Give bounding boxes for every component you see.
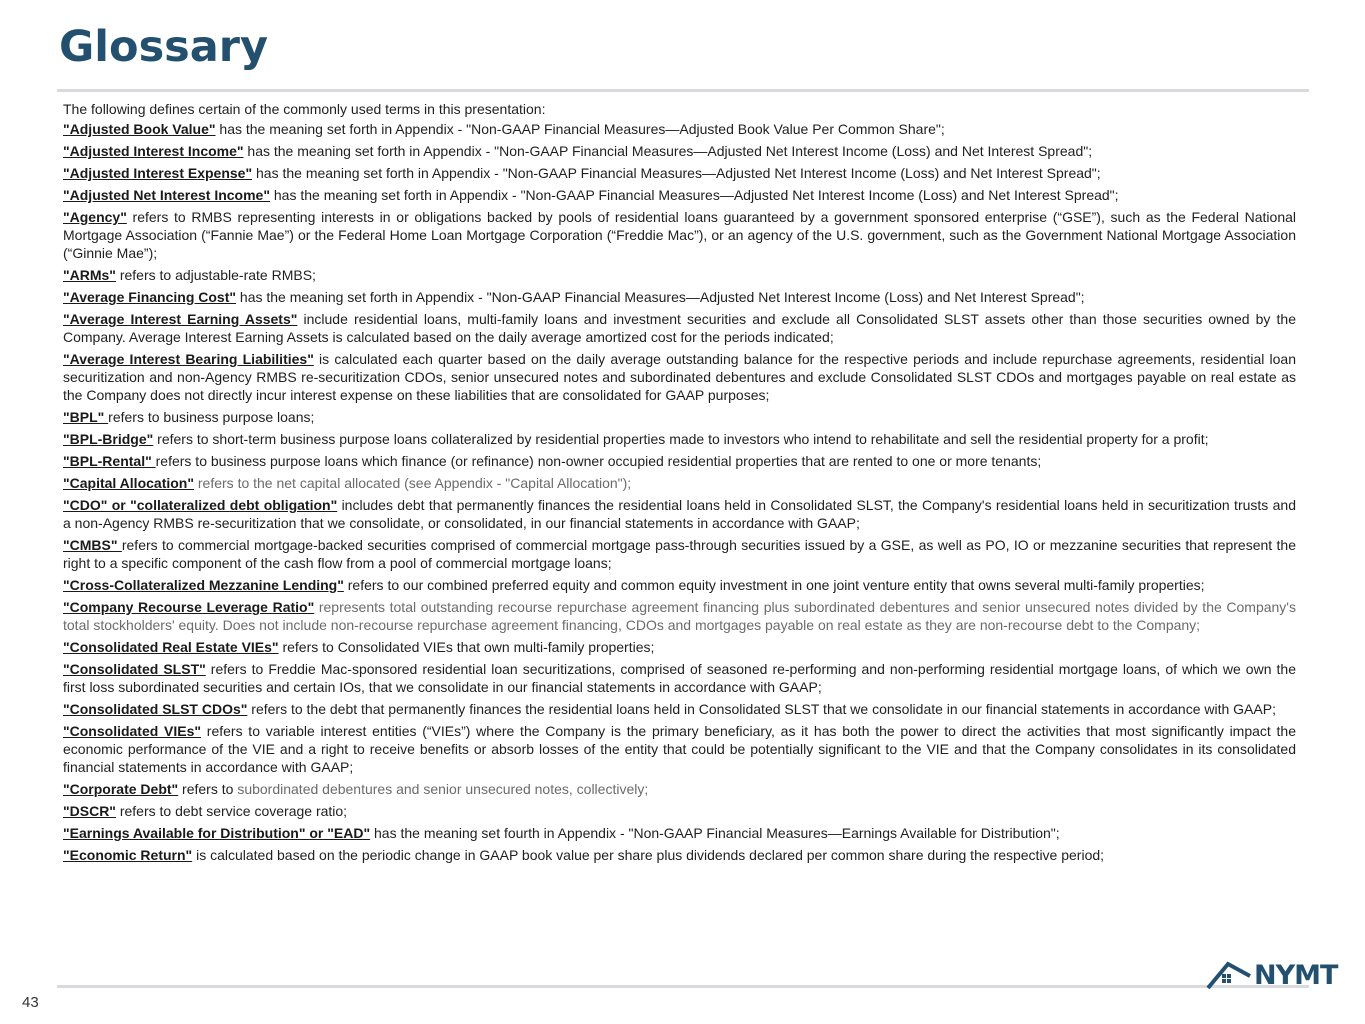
glossary-entry	[63, 576, 1296, 594]
glossary-term: "Economic Return"	[63, 847, 193, 863]
glossary-entry	[63, 266, 1296, 284]
glossary-term: "Corporate Debt"	[63, 781, 179, 797]
glossary-definition: has the meaning set forth in Appendix - "Non-GAAP Financial Measures—Adjusted Book Value Per Common Share";	[215, 121, 945, 137]
glossary-term: "CMBS"	[63, 537, 122, 553]
glossary-term: "BPL-Rental"	[63, 453, 156, 469]
glossary-definition: represents total outstanding recourse repurchase agreement financing plus subordinated debentures and senior unsecured notes divided by the Company's total stockholders' equity. Does not include non-recourse repurchase agreement financing, CDOs and mortgages payable on real estate as they are non-recourse debt to the Company;	[63, 599, 1296, 633]
glossary-entry	[63, 496, 1296, 532]
glossary-entry	[63, 846, 1296, 864]
glossary-entry	[63, 598, 1296, 634]
glossary-entry	[63, 536, 1296, 572]
glossary-definition: has the meaning set forth in Appendix - "Non-GAAP Financial Measures—Adjusted Net Interest Income (Loss) and Net Interest Spread";	[236, 289, 1085, 305]
glossary-term: "Adjusted Book Value"	[63, 121, 216, 137]
glossary-term: "Agency"	[63, 209, 127, 225]
glossary-term: "Average Interest Bearing Liabilities"	[63, 351, 314, 367]
glossary-term: "Average Financing Cost"	[63, 289, 237, 305]
glossary-entry	[63, 120, 1296, 138]
glossary-definition: refers to variable interest entities (“VIEs”) where the Company is the primary beneficiary, as it has both the power to direct the activities that most significantly impact the economic performance of the VIE and a right to receive benefits or absorb losses of the entity that could be potentially significant to the VIE and that the Company consolidates in its consolidated financial statements in accordance with GAAP;	[63, 723, 1296, 775]
glossary-entry	[63, 824, 1296, 842]
glossary-entry	[63, 660, 1296, 696]
glossary-entry	[63, 700, 1296, 718]
glossary-term: "Company Recourse Leverage Ratio"	[63, 599, 315, 615]
glossary-term: "Average Interest Earning Assets"	[63, 311, 298, 327]
glossary-entry	[63, 350, 1296, 404]
glossary-entry	[63, 474, 1296, 492]
page-title: Glossary	[59, 22, 269, 72]
glossary-definition: has the meaning set forth in Appendix - "Non-GAAP Financial Measures—Adjusted Net Interest Income (Loss) and Net Interest Spread";	[269, 187, 1119, 203]
glossary-entry	[63, 164, 1296, 182]
glossary-term: "Earnings Available for Distribution" or "EAD"	[63, 825, 371, 841]
logo-text: NYMT	[1254, 960, 1338, 991]
glossary-definition: refers to the debt that permanently finances the residential loans held in Consolidated SLST that we consolidate in our financial statements in accordance with GAAP;	[247, 701, 1276, 717]
glossary-definition: refers to the net capital allocated (see Appendix - "Capital Allocation");	[194, 475, 632, 491]
glossary-term: "BPL"	[63, 409, 109, 425]
glossary-entry	[63, 408, 1296, 426]
glossary-definition: has the meaning set forth in Appendix - "Non-GAAP Financial Measures—Adjusted Net Interest Income (Loss) and Net Interest Spread";	[243, 143, 1093, 159]
glossary-definition: is calculated based on the periodic change in GAAP book value per share plus dividends declared per common share during the respective period;	[192, 847, 1105, 863]
glossary-definition: refers to business purpose loans;	[108, 409, 315, 425]
glossary-term: "Consolidated SLST"	[63, 661, 206, 677]
glossary-term: "Capital Allocation"	[63, 475, 194, 491]
glossary-definition: refers to Freddie Mac-sponsored residential loan securitizations, comprised of seasoned re-performing and non-performing residential mortgage loans, of which we own the first loss subordinated securities and certain IOs, that we consolidate in our financial statements in accordance with GAAP;	[63, 661, 1296, 695]
glossary-entry	[63, 452, 1296, 470]
glossary-definition: refers to business purpose loans which finance (or refinance) non-owner occupied residential properties that are rented to one or more tenants;	[155, 453, 1042, 469]
glossary-definition: has the meaning set fourth in Appendix - "Non-GAAP Financial Measures—Earnings Available for Distribution";	[370, 825, 1060, 841]
title-divider	[57, 89, 1309, 92]
glossary-term: "BPL-Bridge"	[63, 431, 154, 447]
footer-divider	[57, 985, 1309, 988]
glossary-entry	[63, 208, 1296, 262]
page-number: 43	[22, 994, 39, 1011]
glossary-definition: is calculated each quarter based on the daily average outstanding balance for the respective periods and include repurchase agreements, residential loan securitization and non-Agency RMBS re-securitization CDOs, senior unsecured notes and subordinated debentures and exclude Consolidated SLST CDOs and mortgages payable on real estate as the Company does not directly incur interest expense on these liabilities that are consolidated for GAAP purposes;	[63, 351, 1296, 403]
glossary-entry	[63, 638, 1296, 656]
glossary-entry	[63, 722, 1296, 776]
glossary-term: "ARMs"	[63, 267, 116, 283]
glossary-term: "Adjusted Interest Expense"	[63, 165, 253, 181]
glossary-term: "CDO" or "collateralized debt obligation"	[63, 497, 338, 513]
glossary-definition: refers to	[178, 781, 238, 797]
glossary-definition: includes debt that permanently finances the residential loans held in Consolidated SLST, the Company's residential loans held in securitization trusts and a non-Agency RMBS re-securitization that we consolidate, or consolidated, in our financial statements in accordance with GAAP;	[63, 497, 1296, 531]
glossary-entry	[63, 310, 1296, 346]
glossary-definition: refers to Consolidated VIEs that own multi-family properties;	[278, 639, 655, 655]
glossary-term: "Consolidated Real Estate VIEs"	[63, 639, 279, 655]
glossary-definition: refers to commercial mortgage-backed securities comprised of commercial mortgage pass-through securities issued by a GSE, as well as PO, IO or mezzanine securities that represent the right to a specific component of the cash flow from a pool of commercial mortgage loans;	[63, 537, 1296, 571]
glossary-intro: The following defines certain of the commonly used terms in this presentation:	[63, 101, 546, 117]
glossary-term: "Adjusted Interest Income"	[63, 143, 244, 159]
glossary-definition: refers to adjustable-rate RMBS;	[115, 267, 316, 283]
glossary-definition: include residential loans, multi-family loans and investment securities and exclude all Consolidated SLST assets other than those securities owned by the Company. Average Interest Earning Assets is calculated based on the daily average amortized cost for the periods indicated;	[63, 311, 1296, 345]
glossary-definition-continued: subordinated debentures and senior unsecured notes, collectively;	[237, 781, 649, 797]
glossary-definition: refers to debt service coverage ratio;	[115, 803, 348, 819]
glossary-content	[63, 100, 1296, 868]
glossary-term: "Cross-Collateralized Mezzanine Lending"	[63, 577, 344, 593]
glossary-list	[63, 120, 1296, 864]
glossary-term: "Consolidated VIEs"	[63, 723, 202, 739]
glossary-entry	[63, 780, 1296, 798]
glossary-entry	[63, 802, 1296, 820]
glossary-definition: refers to RMBS representing interests in or obligations backed by pools of residential loans guaranteed by a government sponsored enterprise (“GSE”), such as the Federal National Mortgage Association (“Fannie Mae”) or the Federal Home Loan Mortgage Corporation (“Freddie Mac”), or an agency of the U.S. government, such as the Government National Mortgage Association (“Ginnie Mae”);	[63, 209, 1296, 261]
glossary-definition: refers to short-term business purpose loans collateralized by residential properties made to investors who intend to rehabilitate and sell the residential property for a profit;	[153, 431, 1209, 447]
glossary-definition: refers to our combined preferred equity and common equity investment in one joint venture entity that owns several multi-family properties;	[343, 577, 1205, 593]
glossary-entry	[63, 142, 1296, 160]
glossary-term: "Consolidated SLST CDOs"	[63, 701, 248, 717]
glossary-entry	[63, 186, 1296, 204]
glossary-term: "Adjusted Net Interest Income"	[63, 187, 270, 203]
glossary-entry	[63, 288, 1296, 306]
glossary-definition: has the meaning set forth in Appendix - "Non-GAAP Financial Measures—Adjusted Net Interest Income (Loss) and Net Interest Spread";	[252, 165, 1101, 181]
glossary-term: "DSCR"	[63, 803, 116, 819]
glossary-entry	[63, 430, 1296, 448]
